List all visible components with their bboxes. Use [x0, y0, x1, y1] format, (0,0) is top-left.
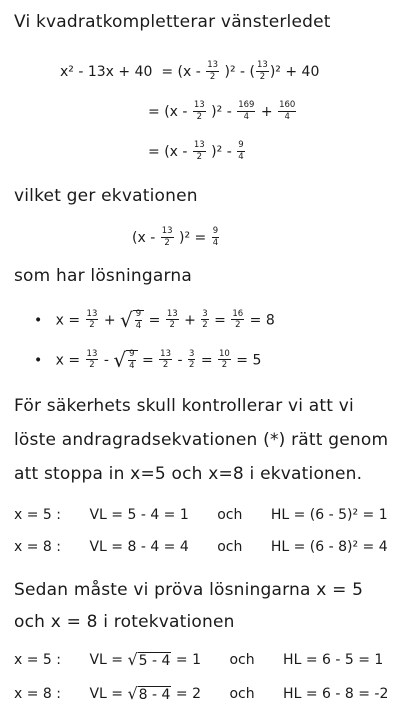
- term: (x -: [164, 104, 188, 120]
- vilket-text: vilket ger ekvationen: [14, 186, 198, 206]
- fraction: $\frac{13}{2}$: [207, 60, 219, 82]
- fraction: $\frac{10}{2}$: [219, 348, 230, 370]
- derivation-line-2: [148, 102, 297, 122]
- x-value: x = 8 :: [14, 686, 61, 702]
- equals-sign: =: [214, 312, 226, 329]
- bullet-icon: •: [34, 312, 43, 329]
- och-word: och: [229, 652, 255, 668]
- fraction: $\frac{13}{2}$: [193, 100, 205, 122]
- equals-sign: =: [200, 352, 213, 369]
- radicand: 5 - 4: [138, 652, 171, 669]
- fraction: $\frac{9}{4}$: [212, 226, 219, 248]
- derivation-line-3: [148, 142, 246, 162]
- hl-value: HL = (6 - 5)² = 1: [270, 507, 388, 523]
- och-word: och: [217, 539, 243, 555]
- fraction: $\frac{160}{4}$: [279, 100, 296, 122]
- term: )²: [224, 64, 236, 80]
- och-word: och: [229, 686, 255, 702]
- fraction: $\frac{13}{2}$: [257, 60, 268, 82]
- vl-result: = 1: [175, 652, 201, 668]
- hl-value: HL = (6 - 8)² = 4: [270, 539, 388, 555]
- fraction: $\frac{13}{2}$: [160, 348, 171, 370]
- fraction: $\frac{13}{2}$: [166, 308, 178, 330]
- intro-text: Vi kvadratkompletterar vänsterledet: [14, 12, 331, 32]
- lhs-expression: x² - 13x + 40: [60, 64, 153, 80]
- prova-line-2: och x = 8 i rotekvationen: [14, 612, 235, 632]
- equals-sign: =: [141, 352, 154, 369]
- term: (: [249, 64, 255, 80]
- fraction: $\frac{9}{4}$: [238, 140, 244, 162]
- vl-value: VL = 5 - 4 = 1: [89, 507, 189, 523]
- x-value: x = 5 :: [14, 507, 61, 523]
- root-row: [14, 652, 383, 668]
- check-row: [14, 540, 388, 554]
- square-root: √ $\frac{9}{4}$: [120, 310, 144, 331]
- hl-value: HL = 6 - 8 = -2: [283, 686, 389, 702]
- solution-row: [34, 350, 261, 371]
- x-value: x = 5 :: [14, 652, 61, 668]
- term: )²: [178, 230, 191, 246]
- check-line-3: att stoppa in x=5 och x=8 i ekvationen.: [14, 464, 363, 484]
- equals-sign: =: [148, 144, 160, 160]
- som-har-text: som har lösningarna: [14, 266, 192, 286]
- vl-result: = 2: [175, 686, 201, 702]
- square-root: √ $\frac{9}{4}$: [113, 350, 137, 371]
- term: x =: [55, 352, 81, 369]
- square-root: √ 8 - 4: [127, 684, 171, 703]
- term: (x -: [132, 230, 156, 246]
- check-line-2: löste andragradsekvationen (*) rätt genom: [14, 430, 389, 450]
- operator: +: [103, 312, 116, 329]
- operator: -: [240, 64, 246, 80]
- operator: -: [177, 352, 183, 369]
- fraction: $\frac{3}{2}$: [188, 348, 195, 370]
- equation: [132, 228, 220, 248]
- term: )²: [269, 64, 281, 80]
- operator: +: [184, 312, 196, 329]
- vl-value: VL = 8 - 4 = 4: [89, 539, 189, 555]
- root-row: [14, 686, 388, 702]
- equals-sign: =: [148, 104, 160, 120]
- term: x =: [55, 312, 81, 329]
- equals-sign: =: [161, 64, 174, 80]
- vl-label: VL =: [89, 686, 124, 702]
- fraction: $\frac{13}{2}$: [86, 308, 98, 330]
- term: (x -: [177, 64, 201, 80]
- check-line-1: För säkerhets skull kontrollerar vi att vi: [14, 396, 354, 416]
- solution-row: [34, 310, 275, 331]
- vl-label: VL =: [89, 652, 124, 668]
- result: = 5: [236, 352, 262, 369]
- bullet-icon: •: [34, 352, 43, 369]
- och-word: och: [217, 507, 243, 523]
- fraction: $\frac{3}{2}$: [202, 308, 208, 330]
- x-value: x = 8 :: [14, 539, 61, 555]
- prova-line-1: Sedan måste vi pröva lösningarna x = 5: [14, 580, 364, 600]
- equals-sign: =: [148, 312, 161, 329]
- result: = 8: [249, 312, 275, 329]
- fraction: $\frac{9}{4}$: [135, 309, 142, 331]
- fraction: $\frac{13}{2}$: [161, 226, 173, 248]
- fraction: $\frac{9}{4}$: [129, 349, 135, 371]
- fraction: $\frac{169}{4}$: [238, 100, 255, 122]
- check-row: [14, 508, 388, 522]
- operator: +: [260, 104, 273, 120]
- term: + 40: [285, 64, 320, 80]
- fraction: $\frac{13}{2}$: [86, 348, 98, 370]
- term: )²: [211, 104, 223, 120]
- operator: -: [226, 144, 232, 160]
- operator: -: [226, 104, 232, 120]
- operator: -: [103, 352, 109, 369]
- fraction: $\frac{13}{2}$: [193, 140, 205, 162]
- fraction: $\frac{16}{2}$: [232, 308, 244, 330]
- term: (x -: [164, 144, 188, 160]
- square-root: √ 5 - 4: [127, 650, 171, 669]
- derivation-line-1: [60, 62, 319, 82]
- hl-value: HL = 6 - 5 = 1: [283, 652, 384, 668]
- equals-sign: =: [194, 230, 207, 246]
- term: )²: [211, 144, 223, 160]
- radicand: 8 - 4: [138, 686, 171, 703]
